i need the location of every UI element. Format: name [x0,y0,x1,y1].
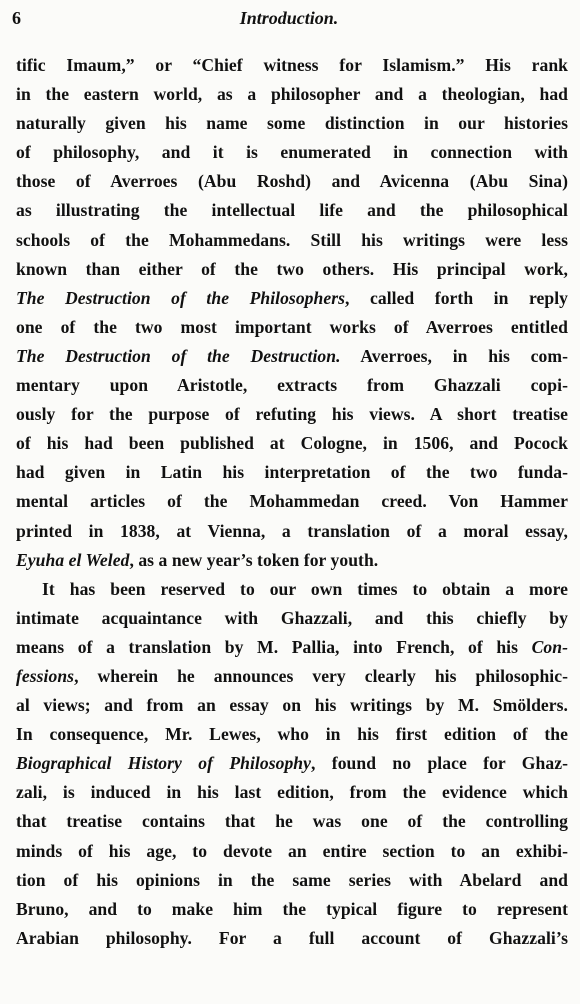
text-line [16,196,568,225]
text-segment: ously for the purpose of refuting his views. A short treatise [16,404,568,425]
text-segment: that treatise contains that he was one of the controlling [16,811,568,832]
text-segment: It has been reserved to our own times to obtain a more [42,578,568,599]
text-segment: schools of the Mohammedans. Still his writings were less [16,229,568,250]
text-segment: tion of his opinions in the same series with Abelard and [16,869,568,890]
text-line [16,575,568,604]
text-line [16,138,568,167]
text-line [16,51,568,80]
text-line [16,807,568,836]
text-line [16,924,568,953]
text-line [16,866,568,895]
text-segment: zali, is induced in his last edition, from the evidence which [16,782,568,803]
text-segment: , wherein he announces very clearly his philosophic- [74,665,568,686]
text-segment: minds of his age, to devote an entire section to an exhibi- [16,840,568,861]
text-line [16,517,568,546]
text-line [16,226,568,255]
text-segment: known than either of the two others. His principal work, [16,258,568,279]
text-segment: , found no place for Ghaz- [311,753,568,774]
text-segment: Arabian philosophy. For a full account of Ghazzali’s [16,927,568,948]
text-line [16,255,568,284]
text-segment: those of Averroes (Abu Roshd) and Avicenna (Abu Sina) [16,171,568,192]
text-line [16,749,568,778]
text-line [16,778,568,807]
italic-title-text: Eyuha el Weled [16,549,130,570]
text-line [16,895,568,924]
text-segment: means of a translation by M. Pallia, into French, of his [16,636,532,657]
text-line [16,720,568,749]
text-line [16,662,568,691]
text-segment: Averroes, in his com- [340,345,568,366]
running-title: Introduction. [239,8,339,28]
text-line [16,633,568,662]
text-segment: one of the two most important works of Averroes entitled [16,316,568,337]
text-segment: had given in Latin his interpretation of the two funda- [16,462,568,483]
body-text [16,51,568,953]
italic-title-text: Biographical History of Philosophy [16,753,311,774]
text-segment: tific Imaum,” or “Chief witness for Islamism.” His rank [16,55,568,75]
text-line [16,458,568,487]
text-segment: intimate acquaintance with Ghazzali, and this chiefly by [16,607,568,628]
text-line [16,342,568,371]
text-segment: Bruno, and to make him the typical figure to represent [16,898,568,919]
text-segment: naturally given his name some distinction in our histories [16,113,568,134]
text-segment: printed in 1838, at Vienna, a translation of a moral essay, [16,520,568,541]
text-segment: of philosophy, and it is enumerated in connection with [16,142,568,163]
text-line [16,313,568,342]
text-segment: in the eastern world, as a philosopher and a theologian, had [16,84,568,105]
text-line [16,837,568,866]
text-segment: as illustrating the intellectual life and the philosophical [16,200,568,221]
text-line [16,691,568,720]
page-header [8,8,570,34]
italic-title-text: The Destruction of the Philosophers [16,287,346,308]
text-segment: , called forth in reply [345,287,568,308]
text-line [16,604,568,633]
italic-title-text: fessions [16,665,75,686]
italic-title-text: Con- [531,636,568,657]
text-segment: , as a new year’s token for youth. [129,549,379,570]
text-line [16,429,568,458]
text-segment: mental articles of the Mohammedan creed. Von Hammer [16,491,568,512]
page-number: 6 [12,8,21,28]
text-segment: In consequence, Mr. Lewes, who in his first edition of the [16,724,568,745]
text-line [16,371,568,400]
text-line [16,487,568,516]
text-segment: of his had been published at Cologne, in 1506, and Pocock [16,433,568,454]
text-segment: al views; and from an essay on his writings by M. Smölders. [16,695,568,716]
text-line [16,167,568,196]
text-line [16,109,568,138]
text-line [16,546,568,575]
text-line [16,284,568,313]
italic-title-text: The Destruction of the Destruction. [16,345,341,366]
text-line [16,80,568,109]
text-line [16,400,568,429]
text-segment: mentary upon Aristotle, extracts from Ghazzali copi- [16,375,568,396]
